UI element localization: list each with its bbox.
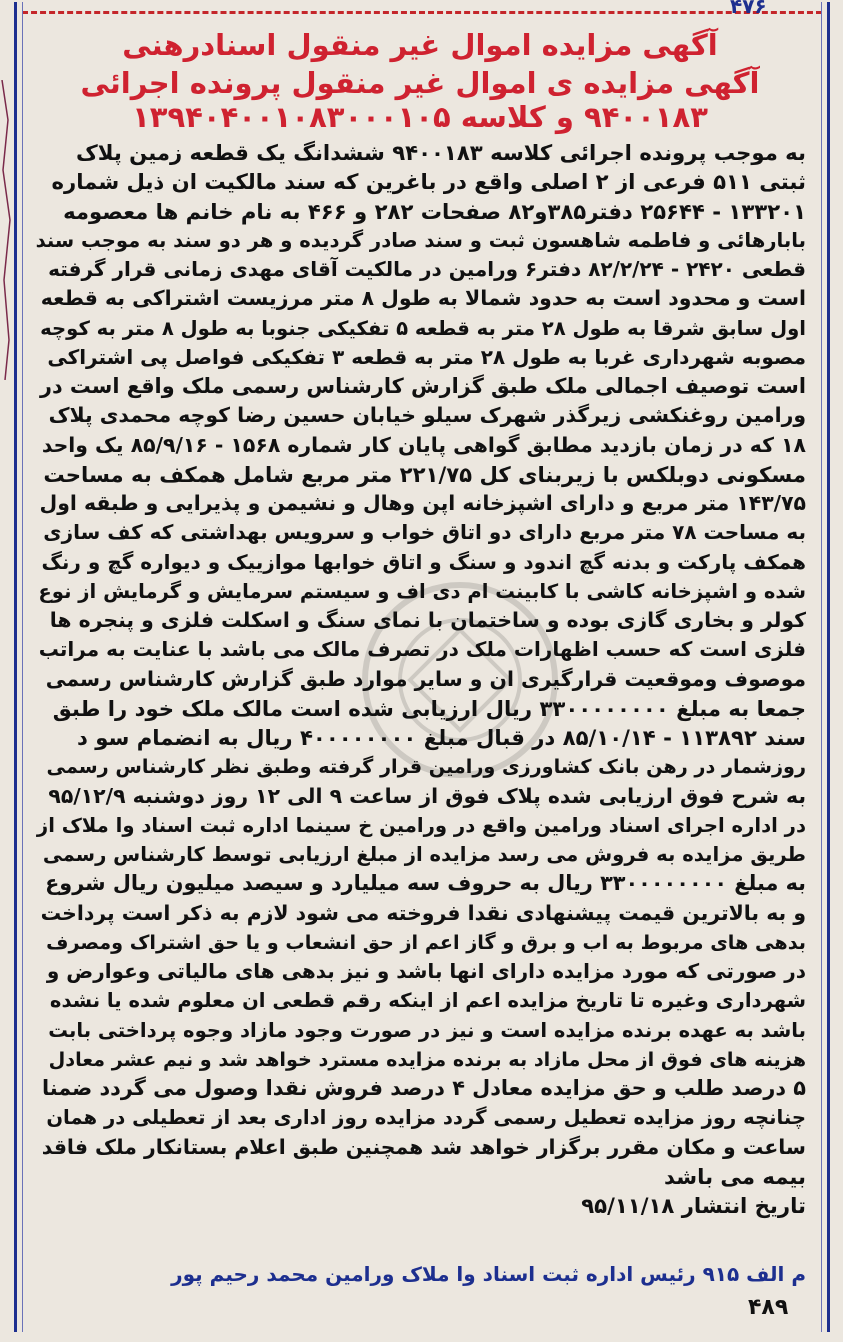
body-line: ۱۸ که در زمان بازدید مطابق گواهی پایان کار شماره ۱۵۶۸ - ۸۵/۹/۱۶ یک واحد (41, 432, 806, 457)
body-line: طریق مزایده به فروش می رسد مزایده از مبلغ ارزیابی توسط کارشناس رسمی (42, 843, 806, 866)
body-line: موصوف وموقعیت قرارگیری ان و سایر موارد طبق گزارش کارشناس رسمی (45, 666, 806, 691)
margin-scribble (0, 80, 14, 380)
body-line: است و محدود است به حدود شمالا به طول ۸ متر مرزیست اشتراکی به قطعه (40, 286, 806, 311)
body-line: شهرداری وغیره تا تاریخ مزایده اعم از اینکه رقم قطعی ان معلوم شده یا نشده (49, 989, 806, 1013)
body-line: قطعی ۲۴۲۰ - ۸۲/۲/۲۴ دفتر۶ ورامین در مالکیت آقای مهدی زمانی قرار گرفته (48, 257, 806, 281)
body-line: هزینه های فوق از محل مازاد به برنده مزایده مسترد خواهد شد و نیم عشر معادل (48, 1047, 806, 1071)
page-number-top: ۴۷۶ (730, 0, 767, 18)
body-line: بیمه می باشد (664, 1163, 806, 1189)
body-line: چنانچه روز مزایده تعطیل رسمی گردد مزایده روز اداری بعد از تعطیلی در همان (46, 1106, 806, 1130)
body-line: همکف پارکت و بدنه گچ اندود و سنگ و اتاق خوابها موازییک و دیواره گچ و رنگ (41, 549, 806, 574)
body-line: شده و اشپزخانه کاشی با کابینت ام دی اف و سیستم سرمایش و گرمایش از نوع (38, 579, 806, 603)
signature-line: م الف ۹۱۵ رئیس اداره ثبت اسناد وا ملاک ورامین محمد رحیم پور (171, 1262, 806, 1286)
body-line: سند ۱۱۳۸۹۲ - ۸۵/۱۰/۱۴ در قبال مبلغ ۴۰۰۰۰۰۰۰۰ ریال به انضمام سو د (76, 725, 806, 750)
body-line: ۱۴۳/۷۵ متر مربع و دارای اشپزخانه اپن وهال و نشیمن و پذیرایی و طبقه اول (39, 491, 806, 515)
body-line: تاریخ انتشار ۹۵/۱۱/۱۸ (581, 1193, 806, 1218)
page-number-bottom: ۴۸۹ (748, 1295, 789, 1320)
body-line: در اداره اجرای اسناد ورامین واقع در ورامین خ سینما اداره ثبت اسناد وا ملاک از (36, 813, 806, 837)
body-line: روزشمار در رهن بانک کشاورزی ورامین قرار گرفته وطبق نظر کارشناس رسمی (46, 755, 806, 779)
body-line: اول سابق شرقا به طول ۲۸ متر به قطعه ۵ تفکیکی جنوبا به طول ۸ متر به کوچه (40, 316, 806, 340)
body-line: به شرح فوق ارزیابی شده پلاک فوق از ساعت ۹ الی ۱۲ روز دوشنبه ۹۵/۱۲/۹ (48, 783, 806, 808)
body-line: جمعا به مبلغ ۳۳۰۰۰۰۰۰۰۰ ریال ارزیابی شده است مالک ملک خود را طبق (52, 695, 806, 721)
notice-body (36, 138, 806, 1220)
body-line: به مبلغ ۳۳۰۰۰۰۰۰۰۰ ریال به حروف سه میلیارد و سیصد میلیون ریال شروع (45, 871, 806, 896)
body-line: ثبتی ۵۱۱ فرعی از ۲ اصلی واقع در باغرین که سند مالکیت ان ذیل شماره (51, 169, 806, 195)
body-line: ۱۳۳۲۰۱ - ۲۵۶۴۴ دفتر۳۸۵و۸۲ صفحات ۲۸۲ و ۴۶۶ به نام خانم ها معصومه (63, 198, 806, 224)
notice-subtitle: آگهی مزایده ی اموال غیر منقول پرونده اجرائی (80, 66, 760, 100)
notice-title: آگهی مزایده اموال غیر منقول اسنادرهنی (122, 28, 718, 62)
body-line: ۵ درصد طلب و حق مزایده معادل ۴ درصد فروش نقدا وصول می گردد ضمنا (41, 1076, 806, 1100)
body-line: ساعت و مکان مقرر برگزار خواهد شد همچنین طبق اعلام بستانکار ملک فاقد (41, 1134, 806, 1159)
body-line: به موجب پرونده اجرائی کلاسه ۹۴۰۰۱۸۳ ششدانگ یک قطعه زمین پلاک (76, 140, 806, 165)
body-line: بابارهائی و فاطمه شاهسون ثبت و سند صادر گردیده و هر دو سند به موجب سند (36, 228, 806, 252)
body-line: ورامین روغنکشی زیرگذر شهرک سیلو خیابان حسین رضا کوچه محمدی پلاک (48, 403, 806, 428)
body-line: بدهی های مربوط به اب و برق و گاز اعم از حق انشعاب و یا حق اشتراک ومصرف (46, 930, 806, 954)
body-line: در صورتی که مورد مزایده دارای انها باشد و نیز بدهی های مالیاتی وعوارض و (46, 959, 806, 983)
body-line: مصوبه شهرداری غربا به طول ۲۸ متر به قطعه ۳ تفکیکی فواصل پی اشتراکی (47, 344, 806, 369)
body-line: کولر و بخاری گازی بوده و ساختمان با نمای سنگ و اسکلت فلزی و پنجره ها (49, 608, 806, 632)
body-line: مسکونی دوبلکس با زیربنای کل ۲۲۱/۷۵ متر مربع شامل همکف به مساحت (43, 461, 806, 487)
body-line: فلزی است که حسب اظهارات ملک در تصرف مالک می باشد با عنایت به مراتب (38, 637, 806, 662)
body-line: به مساحت ۷۸ متر مربع دارای دو اتاق خواب و سرویس بهداشتی که کف سازی (43, 520, 806, 545)
body-line: باشد به عهده برنده مزایده است و نیز در صورت وجود مازاد وجوه پرداختی بابت (48, 1018, 806, 1042)
body-line: است توصیف اجمالی ملک طبق گزارش کارشناس رسمی ملک واقع است در (40, 374, 806, 398)
case-number-line: ۹۴۰۰۱۸۳ و کلاسه ۱۳۹۴۰۴۰۰۱۰۸۳۰۰۰۱۰۵ (132, 100, 708, 134)
body-line: و به بالاترین قیمت پیشنهادی نقدا فروخته می شود لازم به ذکر است پرداخت (40, 900, 806, 925)
